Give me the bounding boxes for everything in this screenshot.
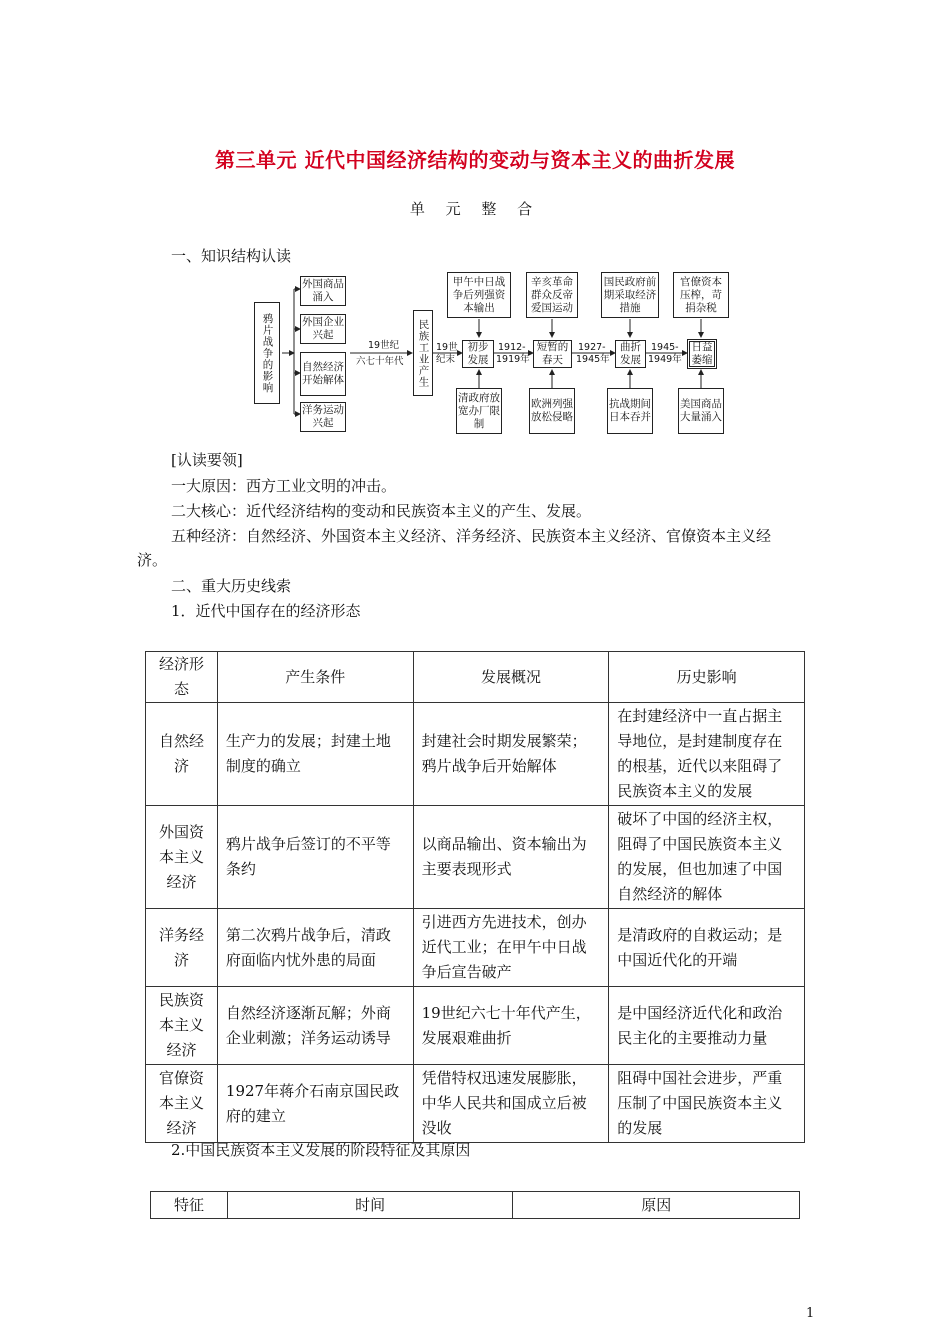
arrow-label-bottom: 六七十年代 xyxy=(356,356,404,367)
table-header-cell: 特征 xyxy=(151,1192,228,1219)
reading-line: 济。 xyxy=(137,551,168,569)
stage-label-bottom: 1949年 xyxy=(648,354,682,365)
table-cell: 封建社会时期发展繁荣；鸦片战争后开始解体 xyxy=(413,703,609,806)
table-header-cell: 历史影响 xyxy=(609,652,805,703)
stage-label-top: 1912- xyxy=(498,342,526,353)
table-cell: 鸦片战争后签订的不平等条约 xyxy=(217,806,413,909)
table-header-cell: 经济形态 xyxy=(146,652,218,703)
table-row xyxy=(146,806,805,909)
stage-label-bottom: 1945年 xyxy=(576,354,610,365)
table-cell: 是中国经济近代化和政治民主化的主要推动力量 xyxy=(609,987,805,1065)
table-header-row xyxy=(146,652,805,703)
table-cell: 自然经济 xyxy=(146,703,218,806)
table-cell: 第二次鸦片战争后，清政府面临内忧外患的局面 xyxy=(217,909,413,987)
reading-line: 一大原因：西方工业文明的冲击。 xyxy=(171,477,397,495)
bottom-cause-box: 欧洲列强放松侵略 xyxy=(529,388,575,434)
top-cause-box: 辛亥革命群众反帝爱国运动 xyxy=(526,272,578,318)
bottom-cause-box: 美国商品大量涌入 xyxy=(678,388,724,434)
stage-label-top: 19世 xyxy=(436,342,458,353)
table-cell: 在封建经济中一直占据主导地位，是封建制度存在的根基，近代以来阻碍了民族资本主义的发展 xyxy=(609,703,805,806)
table-header-cell: 产生条件 xyxy=(217,652,413,703)
stage-box: 日益萎缩 xyxy=(687,339,717,369)
bottom-cause-box: 清政府放宽办厂限制 xyxy=(456,388,502,434)
bottom-cause-box: 抗战期间日本吞并 xyxy=(607,388,653,434)
page-subtitle: 单 元 整 合 xyxy=(409,200,541,218)
stage-label-bottom: 纪末 xyxy=(436,354,456,365)
effect-box: 外国商品涌入 xyxy=(300,276,346,306)
industry-box: 民族工业产生 xyxy=(413,310,433,396)
section-heading-2: 二、重大历史线索 xyxy=(171,577,292,595)
section-heading-1: 一、知识结构认读 xyxy=(171,247,292,265)
top-cause-box: 甲午中日战争后列强资本输出 xyxy=(447,272,511,318)
stage-box: 初步发展 xyxy=(462,340,494,368)
table-row xyxy=(146,1065,805,1143)
effect-box: 自然经济开始解体 xyxy=(300,352,346,396)
table-cell: 官僚资本主义经济 xyxy=(146,1065,218,1143)
table-cell: 引进西方先进技术，创办近代工业；在甲午中日战争后宣告破产 xyxy=(413,909,609,987)
table-cell: 凭借特权迅速发展膨胀，中华人民共和国成立后被没收 xyxy=(413,1065,609,1143)
top-cause-box: 国民政府前期采取经济措施 xyxy=(601,272,659,318)
table-row xyxy=(146,987,805,1065)
stage-box: 曲折发展 xyxy=(615,340,646,368)
reading-header: [认读要领] xyxy=(171,451,243,469)
table-header-cell: 时间 xyxy=(227,1192,513,1219)
table-cell: 外国资本主义经济 xyxy=(146,806,218,909)
reading-line: 二大核心：近代经济结构的变动和民族资本主义的产生、发展。 xyxy=(171,502,592,520)
stage-features-table xyxy=(150,1191,800,1219)
subsection-heading-1: 1．近代中国存在的经济形态 xyxy=(171,602,361,620)
table-cell: 自然经济逐渐瓦解；外商企业刺激；洋务运动诱导 xyxy=(217,987,413,1065)
effect-box: 外国企业兴起 xyxy=(300,314,346,344)
table-cell: 阻碍中国社会进步，严重压制了中国民族资本主义的发展 xyxy=(609,1065,805,1143)
effect-box: 洋务运动兴起 xyxy=(300,402,346,432)
table-cell: 以商品输出、资本输出为主要表现形式 xyxy=(413,806,609,909)
table-header-row xyxy=(151,1192,800,1219)
table-cell: 1927年蒋介石南京国民政府的建立 xyxy=(217,1065,413,1143)
stage-label-top: 1927- xyxy=(578,342,606,353)
table-cell: 是清政府的自救运动；是中国近代化的开端 xyxy=(609,909,805,987)
table-cell: 生产力的发展；封建土地制度的确立 xyxy=(217,703,413,806)
page-title: 第三单元 近代中国经济结构的变动与资本主义的曲折发展 xyxy=(215,148,735,172)
stage-box: 短暂的春天 xyxy=(533,340,572,368)
table-cell: 破坏了中国的经济主权，阻碍了中国民族资本主义的发展，但也加速了中国自然经济的解体 xyxy=(609,806,805,909)
table-row xyxy=(146,909,805,987)
table-header-cell: 发展概况 xyxy=(413,652,609,703)
arrow-label-top: 19世纪 xyxy=(368,340,400,351)
subsection-heading-2: 2.中国民族资本主义发展的阶段特征及其原因 xyxy=(171,1141,471,1159)
economic-forms-table xyxy=(145,651,805,1143)
page-number: 1 xyxy=(806,1306,815,1321)
stage-label-bottom: 1919年 xyxy=(496,354,530,365)
top-cause-box: 官僚资本压榨，苛捐杂税 xyxy=(673,272,729,318)
stage-label-top: 1945- xyxy=(651,342,679,353)
table-cell: 19世纪六七十年代产生，发展艰难曲折 xyxy=(413,987,609,1065)
table-header-cell: 原因 xyxy=(513,1192,800,1219)
knowledge-structure-diagram xyxy=(250,268,730,440)
reading-line: 五种经济：自然经济、外国资本主义经济、洋务经济、民族资本主义经济、官僚资本主义经 xyxy=(171,527,772,545)
cause-box: 鸦片战争的影响 xyxy=(254,302,280,404)
table-cell: 洋务经济 xyxy=(146,909,218,987)
table-cell: 民族资本主义经济 xyxy=(146,987,218,1065)
table-row xyxy=(146,703,805,806)
